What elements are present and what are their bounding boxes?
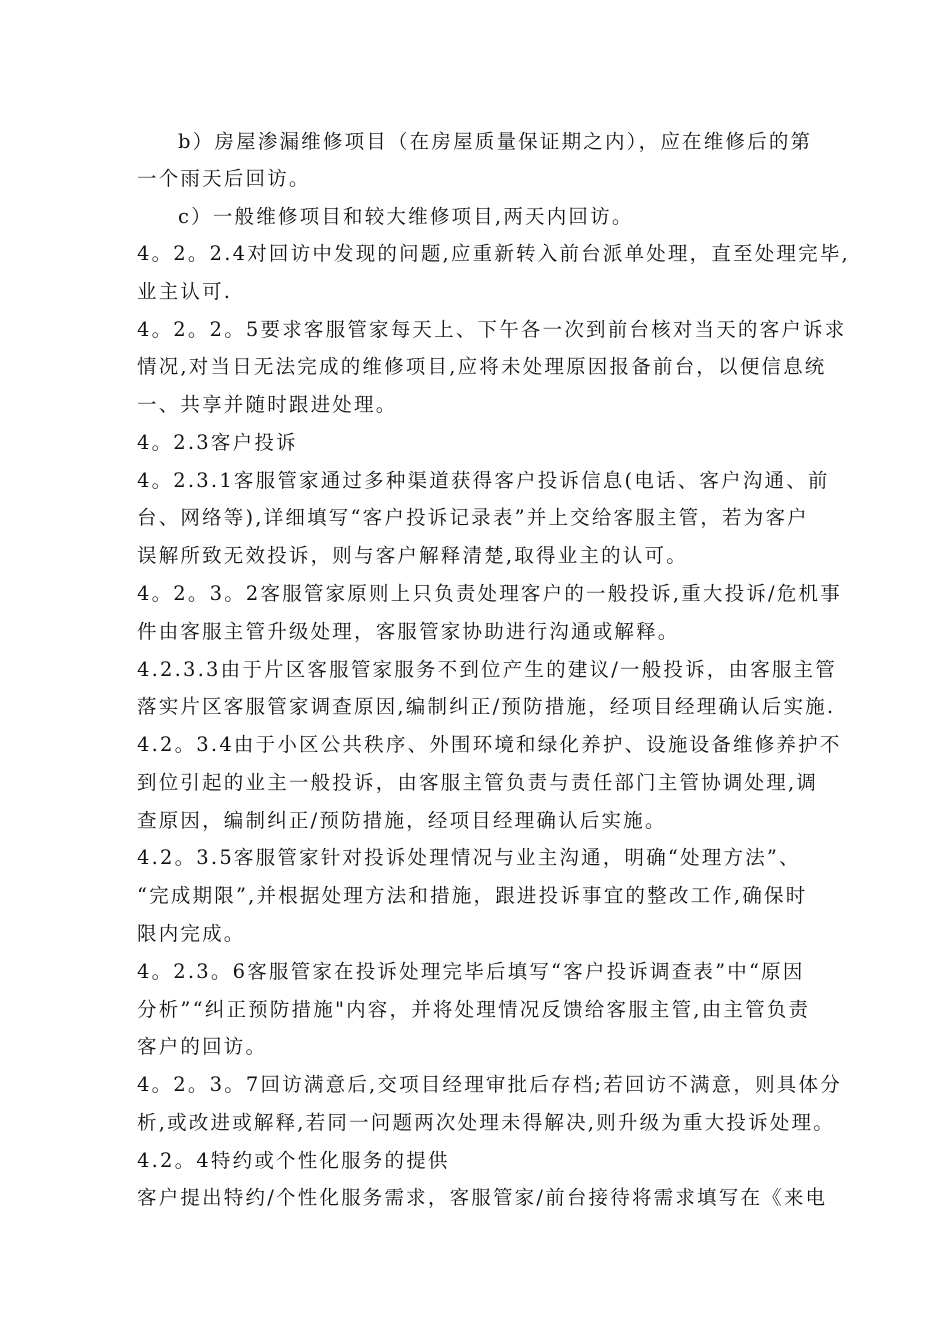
text-line: 分析”“纠正预防措施"内容，并将处理情况反馈给客服主管,由主管负责 bbox=[137, 998, 811, 1021]
text-line: 客户的回访。 bbox=[137, 1035, 268, 1058]
text-line: 4。2.3.1客服管家通过多种渠道获得客户投诉信息(电话、客户沟通、前 bbox=[137, 469, 830, 492]
text-line: 到位引起的业主一般投诉，由客服主管负责与责任部门主管协调处理,调 bbox=[137, 771, 819, 794]
text-line: 4。2。2。5要求客服管家每天上、下午各一次到前台核对当天的客户诉求 bbox=[137, 318, 847, 341]
text-line: 4。2.3。6客服管家在投诉处理完毕后填写“客户投诉调查表”中“原因 bbox=[137, 960, 805, 983]
text-line: 台、网络等),详细填写“客户投诉记录表”并上交给客服主管，若为客户 bbox=[137, 506, 809, 529]
text-line: 4.2。3.5客服管家针对投诉处理情况与业主沟通，明确“处理方法”、 bbox=[137, 846, 801, 869]
text-line: c）一般维修项目和较大维修项目,两天内回访。 bbox=[178, 205, 634, 228]
text-line: 客户提出特约/个性化服务需求，客服管家/前台接待将需求填写在《来电 bbox=[137, 1186, 828, 1209]
text-line: 4。2。2.4对回访中发现的问题,应重新转入前台派单处理，直至处理完毕, bbox=[137, 242, 850, 265]
text-line: 误解所致无效投诉，则与客户解释清楚,取得业主的认可。 bbox=[137, 544, 688, 567]
text-line: 4.2。3.4由于小区公共秩序、外围环境和绿化养护、设施设备维修养护不 bbox=[137, 733, 842, 756]
text-line: 查原因，编制纠正/预防措施，经项目经理确认后实施。 bbox=[137, 809, 667, 832]
text-line: 落实片区客服管家调查原因,编制纠正/预防措施，经项目经理确认后实施. bbox=[137, 695, 836, 718]
text-line: 析,或改进或解释,若同一问题两次处理未得解决,则升级为重大投诉处理。 bbox=[137, 1111, 835, 1134]
text-line: 4。2。3。7回访满意后,交项目经理审批后存档;若回访不满意，则具体分 bbox=[137, 1073, 842, 1096]
text-line: 一个雨天后回访。 bbox=[137, 167, 311, 190]
text-line: b）房屋渗漏维修项目（在房屋质量保证期之内），应在维修后的第 bbox=[178, 130, 813, 153]
text-line: 限内完成。 bbox=[137, 922, 246, 945]
text-line: 一、共享并随时跟进处理。 bbox=[137, 393, 398, 416]
text-line: 4。2.3客户投诉 bbox=[137, 431, 298, 454]
text-line: 件由客服主管升级处理，客服管家协助进行沟通或解释。 bbox=[137, 620, 680, 643]
text-line: 业主认可. bbox=[137, 280, 233, 303]
text-line: 4。2。3。2客服管家原则上只负责处理客户的一般投诉,重大投诉/危机事 bbox=[137, 582, 842, 605]
text-line: 情况,对当日无法完成的维修项目,应将未处理原因报备前台，以便信息统 bbox=[137, 355, 827, 378]
text-line: 4.2。4特约或个性化服务的提供 bbox=[137, 1149, 450, 1172]
text-line: 4.2.3.3由于片区客服管家服务不到位产生的建议/一般投诉，由客服主管 bbox=[137, 658, 837, 681]
text-line: “完成期限”,并根据处理方法和措施，跟进投诉事宜的整改工作,确保时 bbox=[137, 884, 808, 907]
